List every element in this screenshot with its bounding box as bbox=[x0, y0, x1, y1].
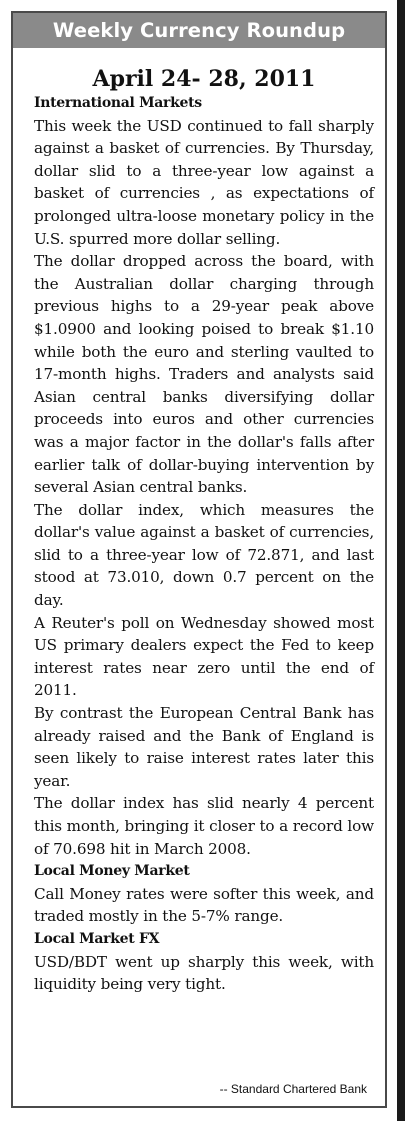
section-local-market-fx bbox=[34, 928, 374, 996]
paragraph: A Reuter's poll on Wednesday showed most US primary dealers expect the Fed to keep interest rates near zero until the end of 2011. bbox=[34, 613, 374, 700]
article-content bbox=[13, 66, 385, 996]
paragraph: The dollar index, which measures the dollar's value against a basket of currencies, slid to a three-year low of 72.871, and last stood at 73.010, down 0.7 percent on the day. bbox=[34, 500, 374, 610]
paragraph: The dollar dropped across the board, with the Australian dollar charging through previous highs to a 29-year peak above $1.0900 and looking poised to break $1.10 while both the euro and sterling vaulted to 17-month highs. Traders and analysts said Asian central banks diversifying dollar proceeds into euros and other currencies was a major factor in the dollar's falls after earlier talk of dollar-buying intervention by several Asian central banks. bbox=[34, 252, 374, 497]
paragraph: The dollar index has slid nearly 4 percent this month, bringing it closer to a record low of 70.698 hit in March 2008. bbox=[34, 794, 374, 858]
paragraph: USD/BDT went up sharply this week, with liquidity being very tight. bbox=[34, 952, 374, 994]
header-title: Weekly Currency Roundup bbox=[52, 19, 346, 42]
roundup-box bbox=[11, 11, 387, 1108]
paragraph: Call Money rates were softer this week, and traded mostly in the 5-7% range. bbox=[34, 884, 374, 926]
right-edge-rule bbox=[397, 0, 405, 1121]
section-heading: Local Market FX bbox=[34, 930, 160, 947]
section-heading: International Markets bbox=[34, 95, 202, 111]
report-date: April 24- 28, 2011 bbox=[92, 66, 316, 92]
section-local-money-market bbox=[34, 860, 374, 928]
section-international-markets bbox=[34, 92, 374, 860]
paragraph: This week the USD continued to fall sharply against a basket of currencies. By Thursday, dollar slid to a three-year low against a basket of currencies , as expectations of prolonged ultra-loose monetary policy in the U.S. spurred more dollar selling. bbox=[34, 116, 374, 248]
paragraph: By contrast the European Central Bank has already raised and the Bank of England is seen likely to raise interest rates later this year. bbox=[34, 704, 374, 790]
section-heading: Local Money Market bbox=[34, 863, 190, 880]
source-attribution: -- Standard Chartered Bank bbox=[219, 1082, 367, 1096]
header-bar bbox=[13, 13, 385, 48]
